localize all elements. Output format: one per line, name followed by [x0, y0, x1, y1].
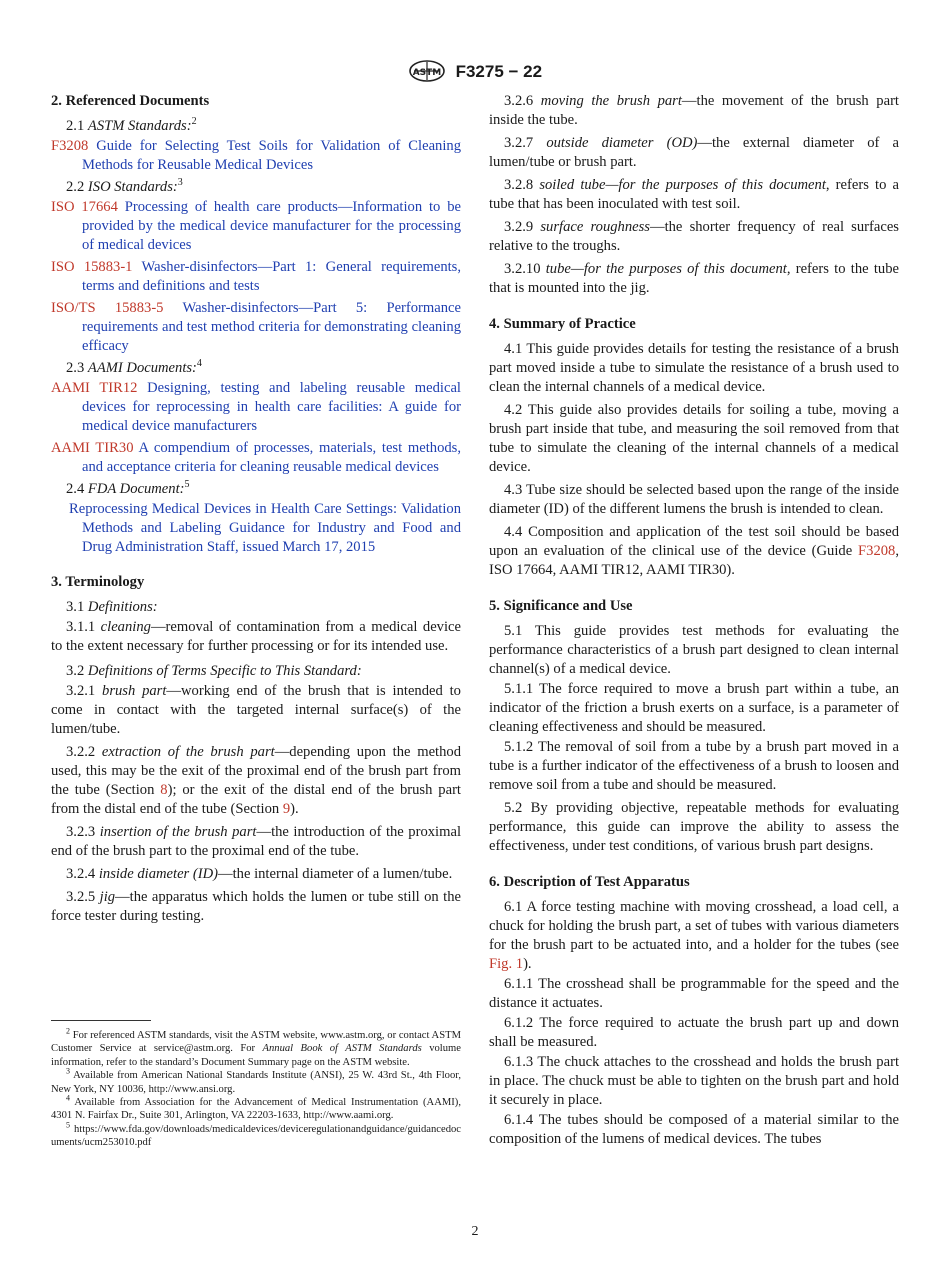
paragraph-4-3: 4.3 Tube size should be selected based upon the range of the inside diameter (ID) of the different lumens the brush is intended to clean. — [489, 482, 900, 517]
page-header — [0, 60, 950, 82]
reference-f3208[interactable]: F3208 Guide for Selecting Test Soils for Validation of Cleaning Methods for Reusable Medical Devices — [51, 138, 461, 173]
paragraph-3-2-3: 3.2.3 insertion of the brush part—the introduction of the proximal end of the brush part to the proximal end of the tube. — [51, 824, 461, 859]
left-column — [51, 92, 461, 930]
footnote-3: $^3$ Available from American National Standards Institute (ANSI), 25 W. 43rd St., 4th Floor, New York, NY 10036, http://www.ansi.org. — [51, 1066, 461, 1095]
paragraph-5-1-2: 5.1.2 The removal of soil from a tube by a brush part moved in a tube is a further indicator of the effectiveness of a brush to loosen and remove soil from a tube and should be measured. — [489, 739, 899, 793]
f3208-link[interactable]: F3208 — [858, 543, 896, 559]
paragraph-3-2-5: 3.2.5 jig—the apparatus which holds the lumen or tube still on the force tester during testing. — [51, 889, 461, 924]
section-5-heading: 5. Significance and Use — [489, 598, 633, 614]
section-4-heading: 4. Summary of Practice — [489, 316, 636, 332]
paragraph-3-2-2: 3.2.2 extraction of the brush part—depending upon the method used, this may be the exit of the proximal end of the brush part from the tube (Section 8); or the exit of the distal end of the brush part from the distal end of the tube (Section 9). — [51, 744, 461, 817]
section-6-heading: 6. Description of Test Apparatus — [489, 874, 690, 890]
paragraph-4-1: 4.1 This guide provides details for testing the resistance of a brush part moved inside a tube to simulate the resistance of a brush used to clean the internal channels of a medical device. — [489, 341, 899, 395]
paragraph-4-4: 4.4 Composition and application of the test soil should be based upon an evaluation of the clinical use of the device (Guide F3208, ISO 17664, AAMI TIR12, AAMI TIR30). — [489, 524, 900, 578]
reference-fda-guidance[interactable]: Reprocessing Medical Devices in Health Care Settings: Validation Methods and Labeling Guidance for Industry and Food and Drug Administration Staff, issued March 17, 2015 — [69, 501, 461, 555]
astm-logo-icon — [408, 60, 446, 82]
paragraph-3-2-10: 3.2.10 tube—for the purposes of this document, refers to the tube that is mounted into the jig. — [489, 261, 899, 296]
paragraph-3-2-7: 3.2.7 outside diameter (OD)—the external diameter of a lumen/tube or brush part. — [489, 135, 899, 170]
paragraph-3-2-9: 3.2.9 surface roughness—the shorter frequency of real surfaces relative to the troughs. — [489, 219, 899, 254]
subsection-2-2: 2.2 ISO Standards:$^3$ — [66, 177, 183, 195]
paragraph-6-1-1: 6.1.1 The crosshead shall be programmable for the speed and the distance it actuates. — [489, 976, 899, 1011]
footnote-4: $^4$ Available from Association for the Advancement of Medical Instrumentation (AAMI), 4301 N. Fairfax Dr., Suite 301, Arlington, VA 22203-1633, http://www.aami.org. — [51, 1093, 461, 1122]
section-8-link[interactable]: 8 — [160, 782, 168, 798]
section-2-heading: 2. Referenced Documents — [51, 93, 210, 109]
section-3-heading: 3. Terminology — [51, 574, 145, 590]
paragraph-3-1-1: 3.1.1 cleaning—removal of contamination from a medical device to the extent necessary for further processing or for its intended use. — [51, 619, 461, 654]
reference-aami-tir12[interactable]: AAMI TIR12 Designing, testing and labeling reusable medical devices for reprocessing in health care facilities: A guide for medical device manufacturers — [51, 380, 461, 434]
reference-iso-15883-1[interactable]: ISO 15883-1 Washer-disinfectors—Part 1: General requirements, terms and definitions and tests — [51, 259, 462, 294]
paragraph-5-1-1: 5.1.1 The force required to move a brush part within a tube, an indicator of the friction a brush exerts on a surface, is a parameter of cleaning effectiveness and should be measured. — [489, 681, 899, 735]
footnote-2: $^2$ For referenced ASTM standards, visit the ASTM website, www.astm.org, or contact ASTM Customer Service at service@astm.org. For Annual Book of ASTM Standards volume information, refer to the standard’s Document Summary page on the ASTM website. — [51, 1026, 461, 1068]
paragraph-3-2-1: 3.2.1 brush part—working end of the brush that is intended to come in contact with the targeted internal surface(s) of the lumen/tube. — [51, 683, 461, 737]
svg-text:ASTM: ASTM — [412, 68, 442, 78]
paragraph-6-1-4: 6.1.4 The tubes should be composed of a material similar to the composition of the lumens of medical devices. The tubes — [489, 1112, 899, 1147]
document-code: F3275 − 22 — [455, 61, 543, 81]
paragraph-4-2: 4.2 This guide also provides details for soiling a tube, moving a brush part inside that tube, and measuring the soil removed from that tube to simulate the cleaning of the internal channels of a medical device. — [489, 402, 899, 475]
paragraph-3-2-4: 3.2.4 inside diameter (ID)—the internal diameter of a lumen/tube. — [66, 866, 453, 882]
paragraph-6-1-2: 6.1.2 The force required to actuate the brush part up and down shall be measured. — [489, 1015, 899, 1050]
reference-iso-17664[interactable]: ISO 17664 Processing of health care products—Information to be provided by the medical device manufacturer for the processing of medical devices — [51, 199, 461, 253]
fig-1-link[interactable]: Fig. 1 — [489, 956, 524, 972]
reference-iso-ts-15883-5[interactable]: ISO/TS 15883-5 Washer-disinfectors—Part 5: Performance requirements and test method criteria for demonstrating cleaning efficacy — [51, 300, 462, 354]
paragraph-5-2: 5.2 By providing objective, repeatable methods for evaluating performance, this guide can improve the ability to assess the effectiveness, under test conditions, of various brush part designs. — [489, 800, 899, 854]
paragraph-3-2: 3.2 Definitions of Terms Specific to This Standard: — [66, 663, 362, 679]
paragraph-3-2-8: 3.2.8 soiled tube—for the purposes of this document, refers to a tube that has been inoculated with test soil. — [489, 177, 899, 212]
paragraph-6-1-3: 6.1.3 The chuck attaches to the crosshead and holds the brush part in place. The chuck must be able to tighten on the brush part and hold it securely in place. — [489, 1054, 899, 1108]
footnotes — [51, 1020, 461, 1150]
subsection-2-3: 2.3 AAMI Documents:$^4$ — [66, 358, 202, 376]
reference-aami-tir30[interactable]: AAMI TIR30 A compendium of processes, materials, test methods, and acceptance criteria for cleaning reusable medical devices — [51, 440, 462, 475]
page-number: 2 — [471, 1224, 479, 1239]
paragraph-6-1: 6.1 A force testing machine with moving crosshead, a load cell, a chuck for holding the brush part, a set of tubes with various diameters for the brush part to be actuated into, and a holder for the tubes (see Fig. 1). — [489, 899, 900, 972]
paragraph-3-2-6: 3.2.6 moving the brush part—the movement of the brush part inside the tube. — [489, 93, 899, 128]
subsection-2-1: 2.1 ASTM Standards:$^2$ — [66, 116, 197, 134]
footnote-divider — [51, 1020, 151, 1021]
section-9-link[interactable]: 9 — [282, 801, 291, 817]
right-column — [489, 92, 899, 1150]
paragraph-5-1: 5.1 This guide provides test methods for evaluating the performance characteristics of a brush part designed to clean internal channel(s) of a medical device. — [489, 623, 900, 677]
subsection-2-4: 2.4 FDA Document:$^5$ — [66, 479, 190, 497]
footnote-5: $^5$ https://www.fda.gov/downloads/medicaldevices/deviceregulationandguidance/guidancedocuments/ucm253010.pdf — [51, 1120, 461, 1149]
paragraph-3-1: 3.1 Definitions: — [66, 599, 158, 615]
